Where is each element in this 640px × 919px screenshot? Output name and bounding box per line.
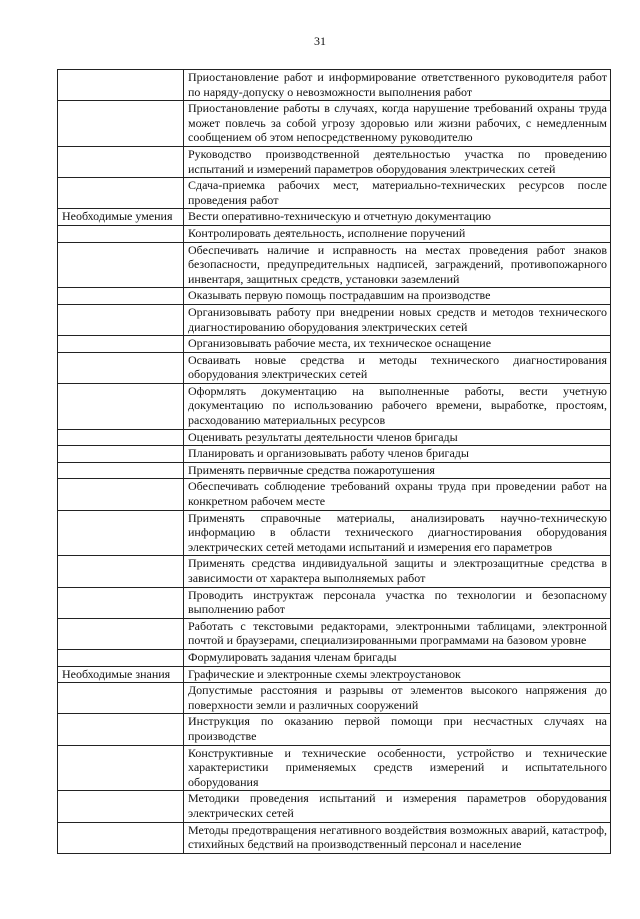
category-cell-continued [58,510,184,556]
table-row [58,336,611,353]
table-row [58,649,611,666]
table-row [58,714,611,745]
table-row [58,479,611,510]
requirement-item: Формулировать задания членам бригады [184,649,611,666]
requirement-item: Допустимые расстояния и разрывы от элементов высокого напряжения до поверхности земли и различных сооружений [184,683,611,714]
table-row [58,510,611,556]
category-cell-continued [58,822,184,853]
category-label: Необходимые знания [58,666,184,683]
category-cell-continued [58,101,184,147]
table-row [58,618,611,649]
requirement-item: Руководство производственной деятельностью участка по проведению испытаний и измерений параметров оборудования электрических сетей [184,146,611,177]
requirement-item: Применять первичные средства пожаротушения [184,462,611,479]
page-number: 31 [314,34,326,48]
requirement-item: Применять справочные материалы, анализировать научно-техническую информацию в области технического диагностирования оборудования электрических сетей методами испытаний и измерения его параметров [184,510,611,556]
requirement-item: Проводить инструктаж персонала участка по технологии и безопасному выполнению работ [184,587,611,618]
requirement-item: Оценивать результаты деятельности членов бригады [184,429,611,446]
category-cell-continued [58,446,184,463]
requirement-item: Оформлять документацию на выполненные работы, вести учетную документацию по использованию рабочего времени, выработке, простоям, расходованию материальных ресурсов [184,383,611,429]
category-cell-continued [58,352,184,383]
requirements-table [57,69,611,854]
requirement-item: Осваивать новые средства и методы технического диагностирования оборудования электрических сетей [184,352,611,383]
category-cell-continued [58,791,184,822]
table-row [58,745,611,791]
table-row [58,288,611,305]
table-row [58,209,611,226]
category-cell-continued [58,242,184,288]
category-label: Необходимые умения [58,209,184,226]
category-cell-continued [58,429,184,446]
requirement-item: Оказывать первую помощь пострадавшим на производстве [184,288,611,305]
requirements-table-body [58,70,611,854]
table-row [58,666,611,683]
category-cell-continued [58,714,184,745]
table-row [58,304,611,335]
requirement-item: Сдача-приемка рабочих мест, материально-технических ресурсов после проведения работ [184,178,611,209]
category-cell-empty [58,70,184,101]
table-row [58,462,611,479]
requirement-item: Планировать и организовывать работу членов бригады [184,446,611,463]
category-cell-continued [58,618,184,649]
requirement-item: Организовывать работу при внедрении новых средств и методов технического диагностированию оборудования электрических сетей [184,304,611,335]
table-row [58,146,611,177]
table-row [58,383,611,429]
table-row [58,822,611,853]
table-row [58,587,611,618]
category-cell-continued [58,745,184,791]
category-cell-continued [58,587,184,618]
category-cell-continued [58,225,184,242]
table-row [58,429,611,446]
category-cell-continued [58,462,184,479]
category-cell-continued [58,288,184,305]
table-row [58,352,611,383]
category-cell-continued [58,383,184,429]
category-cell-continued [58,556,184,587]
category-cell-continued [58,683,184,714]
table-row [58,683,611,714]
category-cell-continued [58,178,184,209]
table-row [58,791,611,822]
requirement-item: Приостановление работ и информирование ответственного руководителя работ по наряду-допуску о невозможности выполнения работ [184,70,611,101]
category-cell-continued [58,649,184,666]
table-row [58,70,611,101]
table-row [58,225,611,242]
requirement-item: Конструктивные и технические особенности, устройство и технические характеристики применяемых средств измерений и испытательного оборудования [184,745,611,791]
table-row [58,101,611,147]
requirement-item: Контролировать деятельность, исполнение поручений [184,225,611,242]
requirement-item: Методы предотвращения негативного воздействия возможных аварий, катастроф, стихийных бедствий на производственный персонал и население [184,822,611,853]
category-cell-continued [58,336,184,353]
requirement-item: Работать с текстовыми редакторами, электронными таблицами, электронной почтой и браузерами, специализированными программами на базовом уровне [184,618,611,649]
requirement-item: Инструкция по оказанию первой помощи при несчастных случаях на производстве [184,714,611,745]
table-row [58,242,611,288]
category-cell-continued [58,479,184,510]
category-cell-continued [58,304,184,335]
requirement-item: Обеспечивать соблюдение требований охраны труда при проведении работ на конкретном рабочем месте [184,479,611,510]
requirement-item: Организовывать рабочие места, их техническое оснащение [184,336,611,353]
requirement-item: Методики проведения испытаний и измерения параметров оборудования электрических сетей [184,791,611,822]
requirement-item: Вести оперативно-техническую и отчетную документацию [184,209,611,226]
table-row [58,178,611,209]
table-row [58,446,611,463]
requirement-item: Обеспечивать наличие и исправность на местах проведения работ знаков безопасности, предупредительных надписей, заграждений, противопожарного инвентаря, защитных средств, установки заземлений [184,242,611,288]
table-row [58,556,611,587]
requirement-item: Графические и электронные схемы электроустановок [184,666,611,683]
requirement-item: Применять средства индивидуальной защиты и электрозащитные средства в зависимости от характера выполняемых работ [184,556,611,587]
category-cell-continued [58,146,184,177]
requirement-item: Приостановление работы в случаях, когда нарушение требований охраны труда может повлечь за собой угрозу здоровью или жизни рабочих, с немедленным сообщением об этом непосредственному руководителю [184,101,611,147]
